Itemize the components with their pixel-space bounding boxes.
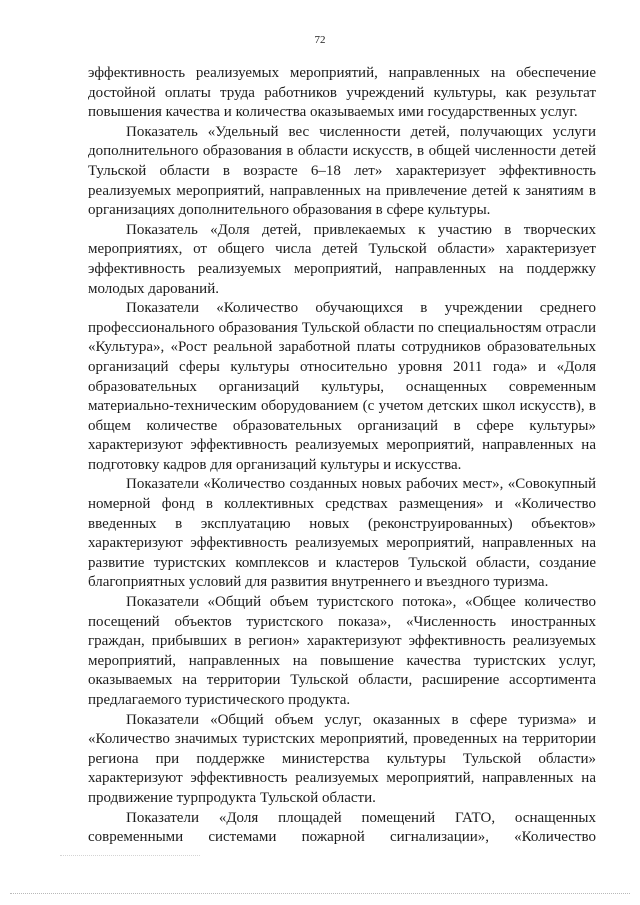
paragraph-7: Показатели «Общий объем услуг, оказанных в сфере туризма» и «Количество значимых туристских мероприятий, проведенных на территории региона при поддержке министерства культуры Тульской области» характеризуют эффективность реализуемых мероприятий, направленных на продвижение турпродукта Тульской области. [88,711,596,806]
document-body [88,64,596,848]
paragraph-1: эффективность реализуемых мероприятий, направленных на обеспечение достойной оплаты труда работников учреждений культуры, как результат повышения качества и количества оказываемых ими государственных услуг. [88,65,596,121]
paragraph-8: Показатели «Доля площадей помещений ГАТО, оснащенных современными системами пожарной сигнализации», «Количество [88,809,596,846]
page-number: 72 [314,34,326,46]
paragraph-3: Показатель «Доля детей, привлекаемых к участию в творческих мероприятиях, от общего числа детей Тульской области» характеризует эффективность реализуемых мероприятий, направленных на поддержку молодых дарований. [88,221,596,297]
scan-artifact-line [60,855,200,856]
scan-artifact-line [10,893,630,894]
paragraph-4: Показатели «Количество обучающихся в учреждении среднего профессионального образования Тульской области по специальностям отрасли «Культура», «Рост реальной заработной платы сотрудников образовательных организаций сферы культуры относительно уровня 2011 года» и «Доля образовательных организаций культуры, оснащенных современным материально-техническим оборудованием (с учетом детских школ искусств), в общем количестве образовательных организаций в сфере культуры» характеризуют эффективность реализуемых мероприятий, направленных на подготовку кадров для организаций культуры и искусства. [88,300,596,473]
paragraph-2: Показатель «Удельный вес численности детей, получающих услуги дополнительного образования в области искусств, в общей численности детей Тульской области в возрасте 6–18 лет» характеризует эффективность реализуемых мероприятий, направленных на привлечение детей к занятиям в организациях дополнительного образования в сфере культуры. [88,123,596,219]
paragraph-5: Показатели «Количество созданных новых рабочих мест», «Совокупный номерной фонд в коллективных средствах размещения» и «Количество введенных в эксплуатацию новых (реконструированных) объектов» характеризуют эффективность реализуемых мероприятий, направленных на развитие туристских комплексов и кластеров Тульской области, создание благоприятных условий для развития внутреннего и въездного туризма. [88,476,596,591]
paragraph-6: Показатели «Общий объем туристского потока», «Общее количество посещений объектов туристского показа», «Численность иностранных граждан, прибывших в регион» характеризуют эффективность реализуемых мероприятий, направленных на повышение качества туристских услуг, оказываемых на территории Тульской области, расширение ассортимента предлагаемого туристического продукта. [88,594,596,708]
